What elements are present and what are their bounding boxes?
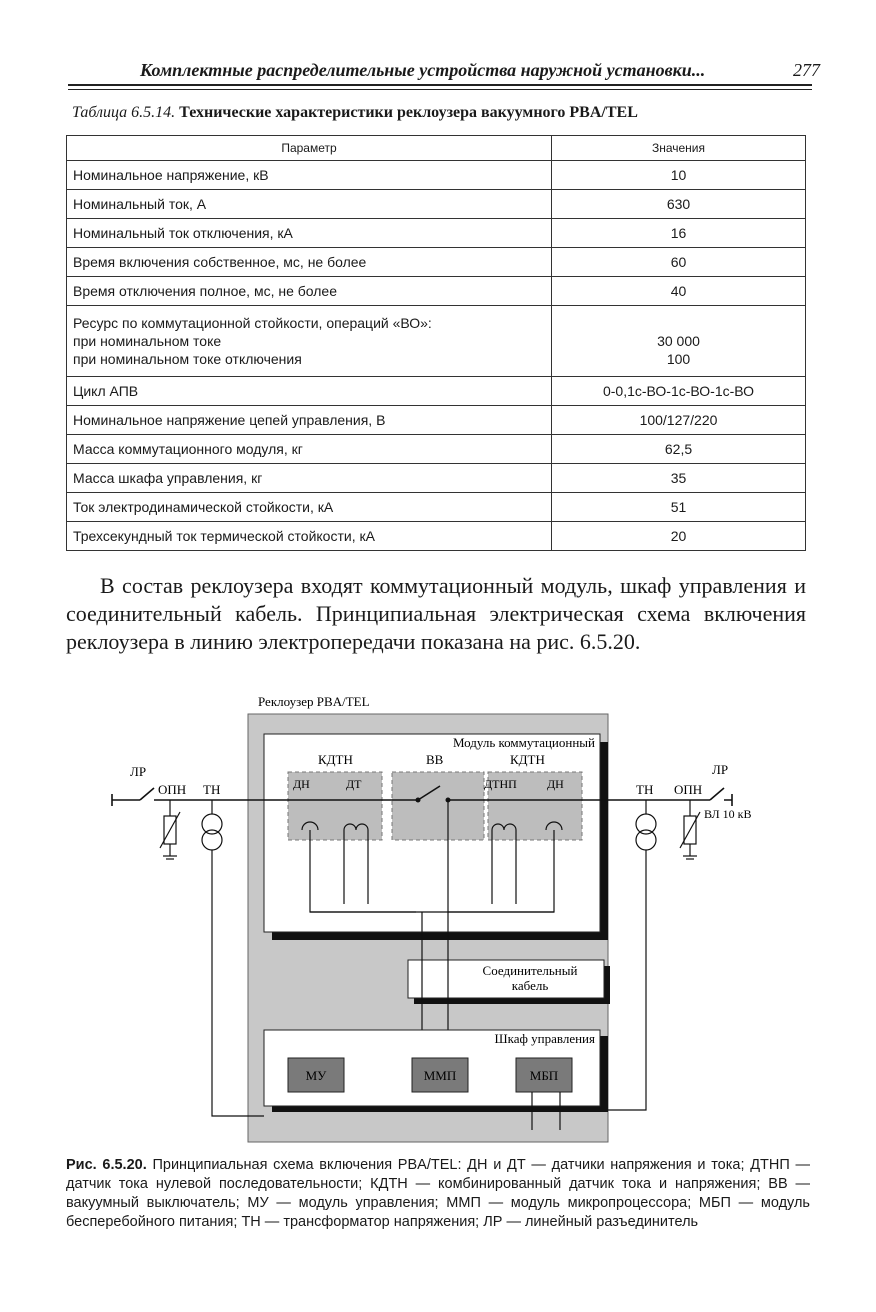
value-cell: 35 <box>552 464 806 493</box>
table-row <box>67 435 806 464</box>
param-cell: Трехсекундный ток термической стойкости, кА <box>67 522 552 551</box>
table-row <box>67 406 806 435</box>
body-paragraph-text: В состав реклоузера входят коммутационный модуль, шкаф управления и соединительный кабель. Принципиальная электрическая схема включения реклоузера в линию электропередачи показана на рис. 6.5.20. <box>66 573 806 654</box>
param-cell: Ресурс по коммутационной стойкости, операций «ВО»: при номинальном токе при номинальном токе отключения <box>67 306 552 377</box>
lr-left-label: ЛР <box>130 764 147 779</box>
table-row <box>67 493 806 522</box>
figure-caption <box>66 1156 810 1232</box>
kdtn-left-label: КДТН <box>318 752 353 767</box>
table-caption-label: Таблица 6.5.14. <box>72 104 176 121</box>
mu-label: МУ <box>305 1068 327 1083</box>
table-row <box>67 464 806 493</box>
dn-right-label: ДН <box>547 777 564 791</box>
opn-right-label: ОПН <box>674 782 703 797</box>
header-rule-thin <box>68 89 812 90</box>
value-cell: 0-0,1с-ВО-1с-ВО-1с-ВО <box>552 377 806 406</box>
value-cell: 60 <box>552 248 806 277</box>
recloser-label: Реклоузер PBA/TEL <box>258 694 370 709</box>
spec-table <box>66 135 806 551</box>
value-cell: 20 <box>552 522 806 551</box>
value-cell: 51 <box>552 493 806 522</box>
kdtn-right-label: КДТН <box>510 752 545 767</box>
value-cell: 100/127/220 <box>552 406 806 435</box>
param-cell: Номинальное напряжение цепей управления, В <box>67 406 552 435</box>
param-cell: Ток электродинамической стойкости, кА <box>67 493 552 522</box>
lr-right-label: ЛР <box>712 762 729 777</box>
table-row <box>67 161 806 190</box>
param-cell: Время отключения полное, мс, не более <box>67 277 552 306</box>
mbp-label: МБП <box>529 1068 559 1083</box>
param-cell: Номинальное напряжение, кВ <box>67 161 552 190</box>
tn-right-coil-top <box>636 814 656 834</box>
col-header-value: Значения <box>552 136 806 161</box>
value-cell: 40 <box>552 277 806 306</box>
col-header-param: Параметр <box>67 136 552 161</box>
table-row <box>67 190 806 219</box>
tn-left-coil-bottom <box>202 830 222 850</box>
table-row <box>67 248 806 277</box>
running-header-title: Комплектные распределительные устройства наружной установки... <box>140 60 706 80</box>
table-row <box>67 377 806 406</box>
table-header-row <box>67 136 806 161</box>
value-cell: 30 000 100 <box>552 306 806 377</box>
vv-box <box>392 772 484 840</box>
value-cell: 10 <box>552 161 806 190</box>
opn-right-slash <box>680 812 700 848</box>
page-number: 277 <box>793 60 820 80</box>
figure-caption-label: Рис. 6.5.20. <box>66 1157 147 1173</box>
param-cell: Номинальный ток отключения, кА <box>67 219 552 248</box>
running-header <box>140 60 820 84</box>
param-cell: Масса шкафа управления, кг <box>67 464 552 493</box>
table-row <box>67 219 806 248</box>
opn-left-slash <box>160 812 180 848</box>
tn-right-coil-bottom <box>636 830 656 850</box>
cable-label-1: Соединительный <box>482 963 578 978</box>
figure-caption-text: Принципиальная схема включения PBA/TEL: ДН и ДТ — датчики напряжения и тока; ДТНП — датчик тока нулевой последовательности; КДТН — комбинированный датчик тока и напряжения; ВВ — вакуумный выключатель; МУ — модуль управления; ММП — модуль микропроцессора; МБП — модуль бесперебойного питания; ТН — трансформатор напряжения; ЛР — линейный разъединитель <box>66 1157 810 1230</box>
param-cell: Масса коммутационного модуля, кг <box>67 435 552 464</box>
dtnp-label: ДТНП <box>484 777 517 791</box>
table-caption <box>72 104 638 122</box>
cable-label-2: кабель <box>511 978 549 993</box>
wiring-diagram <box>100 690 780 1148</box>
value-cell: 62,5 <box>552 435 806 464</box>
value-cell: 630 <box>552 190 806 219</box>
header-rule-thick <box>68 84 812 86</box>
tn-left-coil-top <box>202 814 222 834</box>
tn-left-label: ТН <box>203 782 221 797</box>
table-row <box>67 277 806 306</box>
dt-left-label: ДТ <box>346 777 362 791</box>
param-cell: Цикл АПВ <box>67 377 552 406</box>
table-row <box>67 306 806 377</box>
opn-left-label: ОПН <box>158 782 187 797</box>
vv-dot-left <box>416 798 421 803</box>
line-label: ВЛ 10 кВ <box>704 807 752 821</box>
dn-left-label: ДН <box>293 777 310 791</box>
tn-right-label: ТН <box>636 782 654 797</box>
param-cell: Время включения собственное, мс, не более <box>67 248 552 277</box>
module-label: Модуль коммутационный <box>452 735 595 750</box>
value-cell: 16 <box>552 219 806 248</box>
mmp-label: ММП <box>423 1068 457 1083</box>
table-row <box>67 522 806 551</box>
table-caption-text: Технические характеристики реклоузера вакуумного PBA/TEL <box>179 104 638 121</box>
cabinet-label: Шкаф управления <box>494 1031 595 1046</box>
vv-label: ВВ <box>426 752 444 767</box>
param-cell: Номинальный ток, А <box>67 190 552 219</box>
body-paragraph <box>66 572 806 656</box>
